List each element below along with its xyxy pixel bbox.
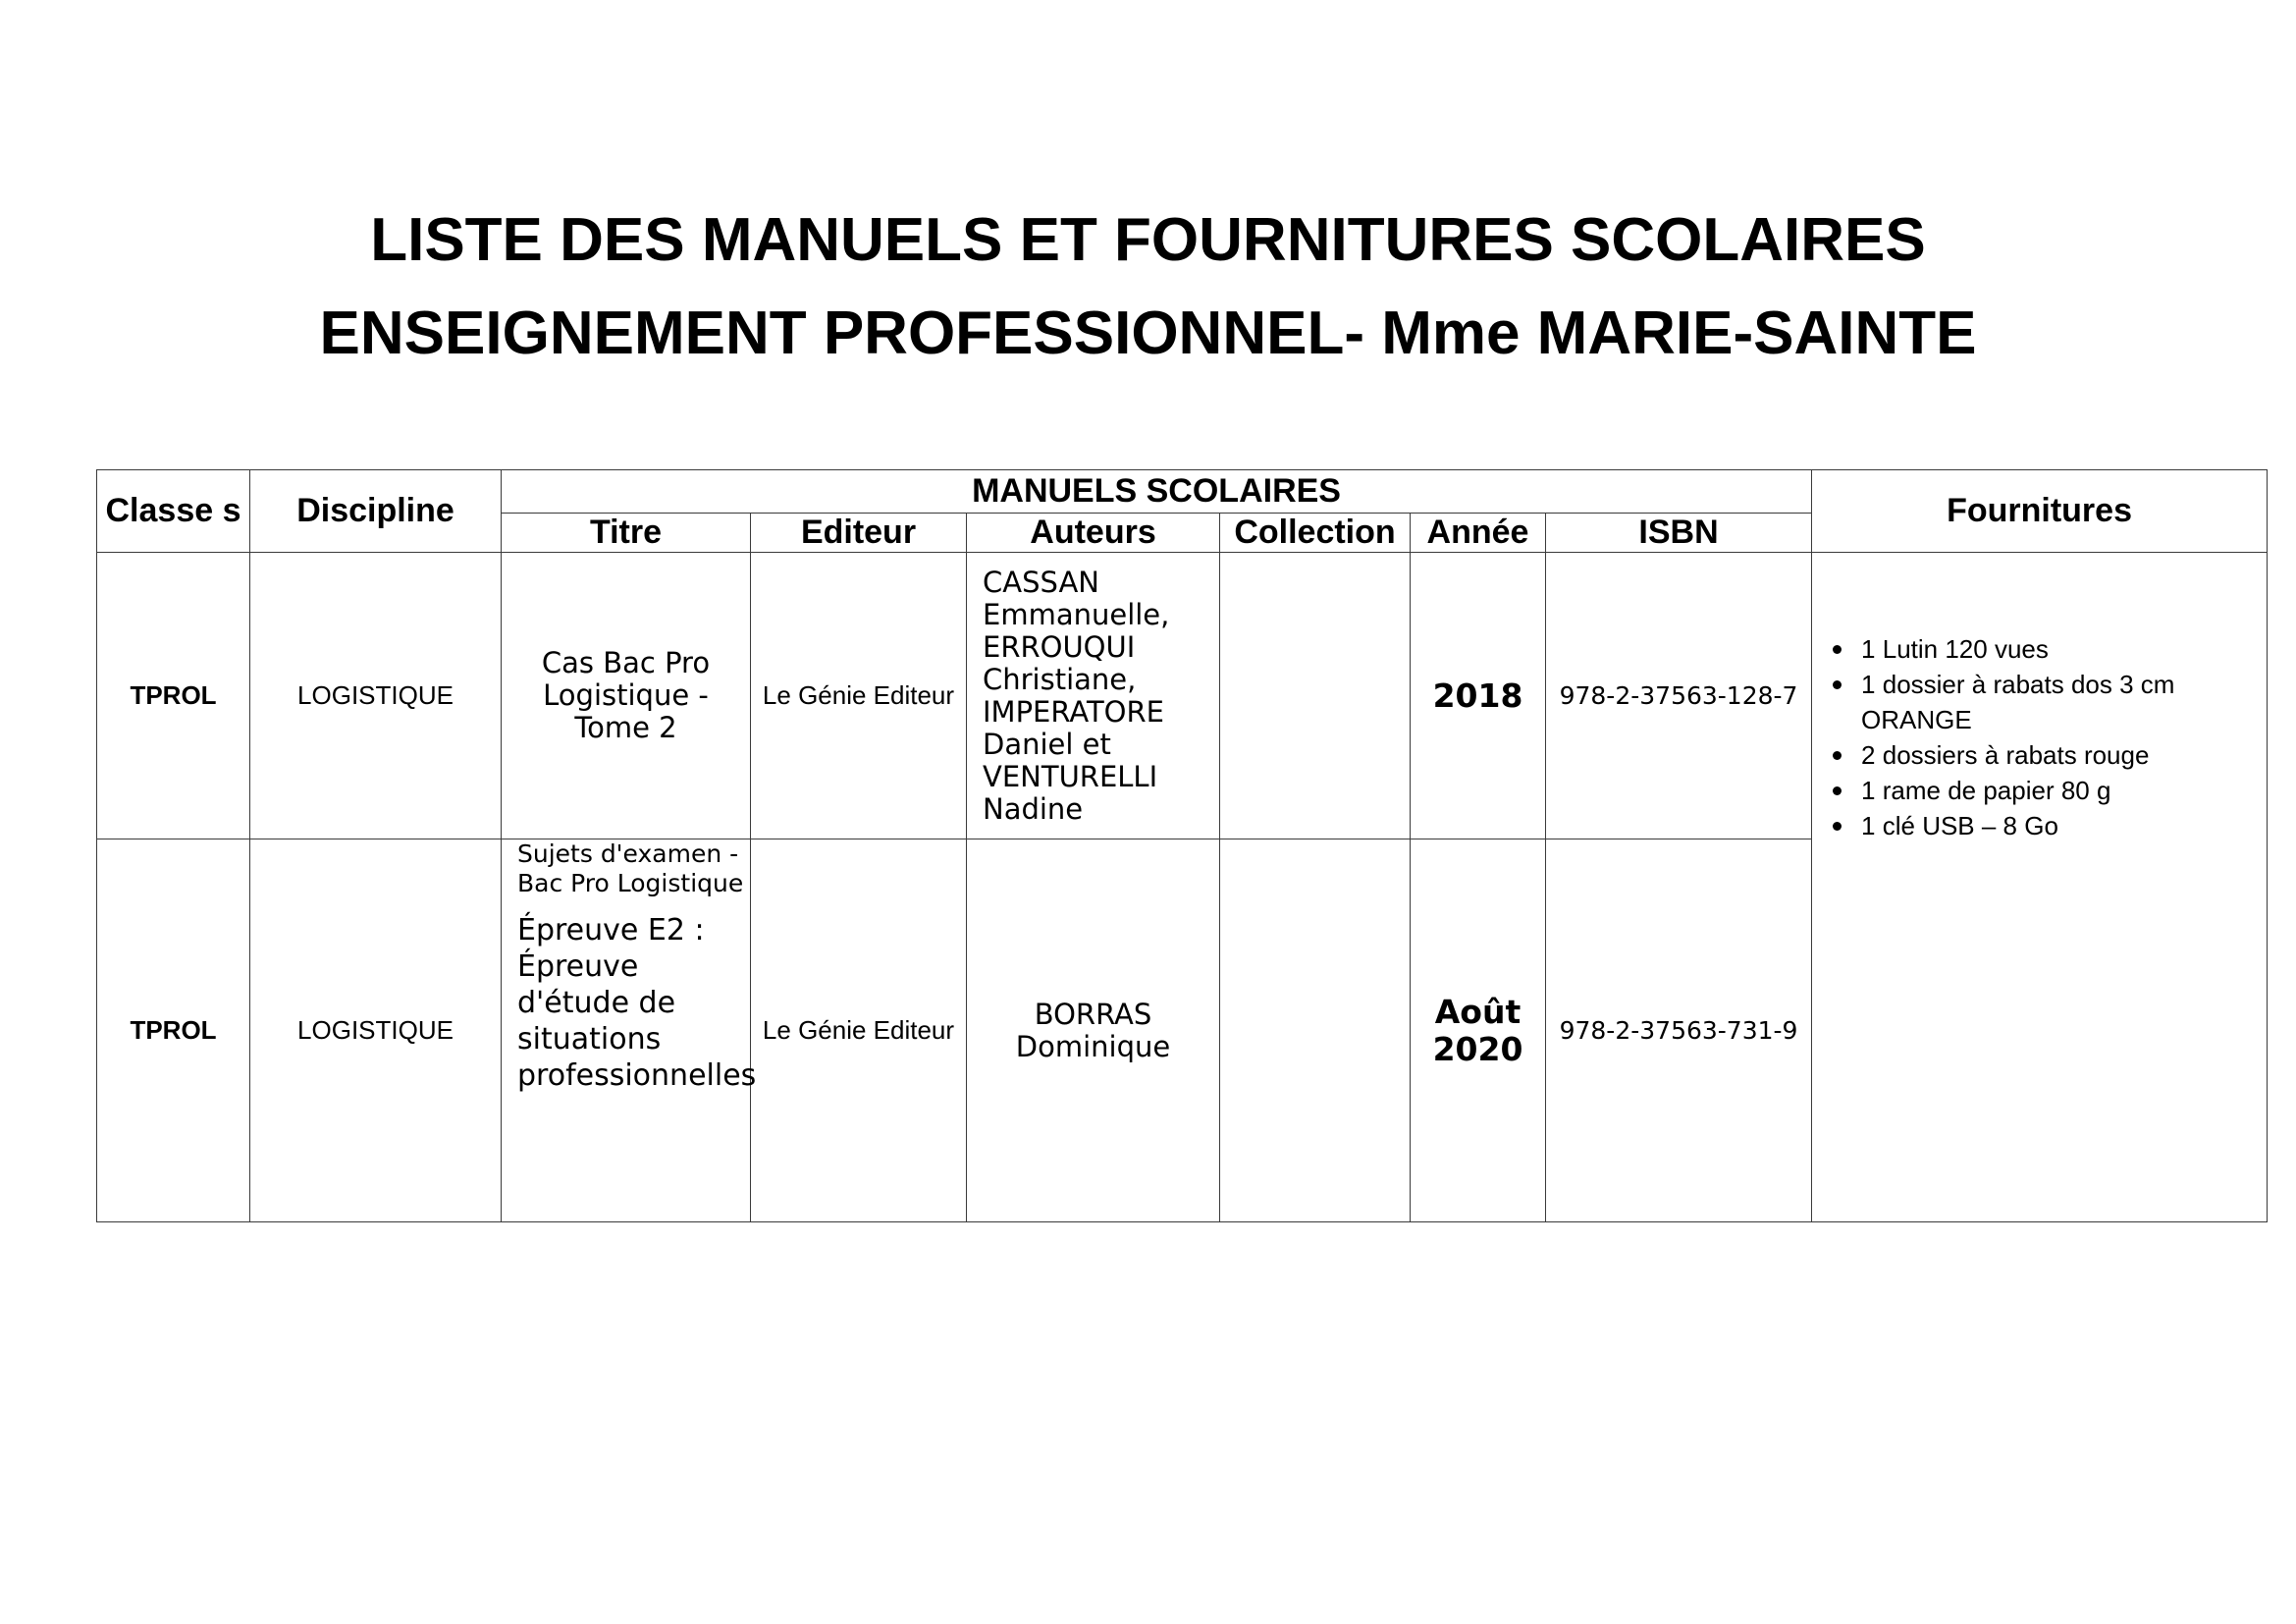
table-row: [97, 553, 2268, 839]
cell-isbn: 978-2-37563-731-9: [1546, 839, 1812, 1222]
cell-classe: TPROL: [97, 553, 250, 839]
list-item: 1 Lutin 120 vues: [1861, 631, 2267, 667]
header-fournitures: Fournitures: [1812, 470, 2268, 553]
header-collection: Collection: [1220, 514, 1411, 553]
titre-subtitle: Sujets d'examen - Bac Pro Logistique: [517, 839, 744, 897]
cell-titre: Cas Bac Pro Logistique - Tome 2: [502, 553, 751, 839]
list-item: 2 dossiers à rabats rouge: [1861, 737, 2267, 773]
cell-collection: [1220, 839, 1411, 1222]
page-title-line-2: ENSEIGNEMENT PROFESSIONNEL- Mme MARIE-SAINTE: [319, 299, 1977, 367]
cell-discipline: LOGISTIQUE: [250, 839, 502, 1222]
cell-fournitures: [1812, 553, 2268, 1222]
supplies-table: [96, 469, 2268, 1222]
header-classes: Classe s: [97, 470, 250, 553]
cell-auteurs: CASSAN Emmanuelle, ERROUQUI Christiane, IMPERATORE Daniel et VENTURELLI Nadine: [967, 553, 1220, 839]
cell-annee: 2018: [1411, 553, 1546, 839]
titre-epreuve: Épreuve E2 : Épreuve d'étude de situations professionnelles: [517, 913, 757, 1093]
cell-isbn: 978-2-37563-128-7: [1546, 553, 1812, 839]
cell-auteurs: BORRAS Dominique: [967, 839, 1220, 1222]
header-manuels-scolaires: MANUELS SCOLAIRES: [502, 470, 1812, 514]
page-title-line-1: LISTE DES MANUELS ET FOURNITURES SCOLAIRES: [370, 206, 1926, 274]
list-item: 1 clé USB – 8 Go: [1861, 808, 2267, 843]
fournitures-list: [1812, 631, 2267, 843]
cell-collection: [1220, 553, 1411, 839]
header-annee: Année: [1411, 514, 1546, 553]
header-isbn: ISBN: [1546, 514, 1812, 553]
header-row-1: [97, 470, 2268, 514]
header-auteurs: Auteurs: [967, 514, 1220, 553]
cell-classe: TPROL: [97, 839, 250, 1222]
cell-titre: [502, 839, 757, 1222]
list-item: 1 dossier à rabats dos 3 cm ORANGE: [1861, 667, 2267, 737]
header-titre: Titre: [502, 514, 751, 553]
header-editeur: Editeur: [751, 514, 967, 553]
cell-discipline: LOGISTIQUE: [250, 553, 502, 839]
cell-editeur: Le Génie Editeur: [751, 839, 967, 1222]
list-item: 1 rame de papier 80 g: [1861, 773, 2267, 808]
header-discipline: Discipline: [250, 470, 502, 553]
cell-editeur: Le Génie Editeur: [751, 553, 967, 839]
cell-annee: Août 2020: [1411, 839, 1546, 1222]
